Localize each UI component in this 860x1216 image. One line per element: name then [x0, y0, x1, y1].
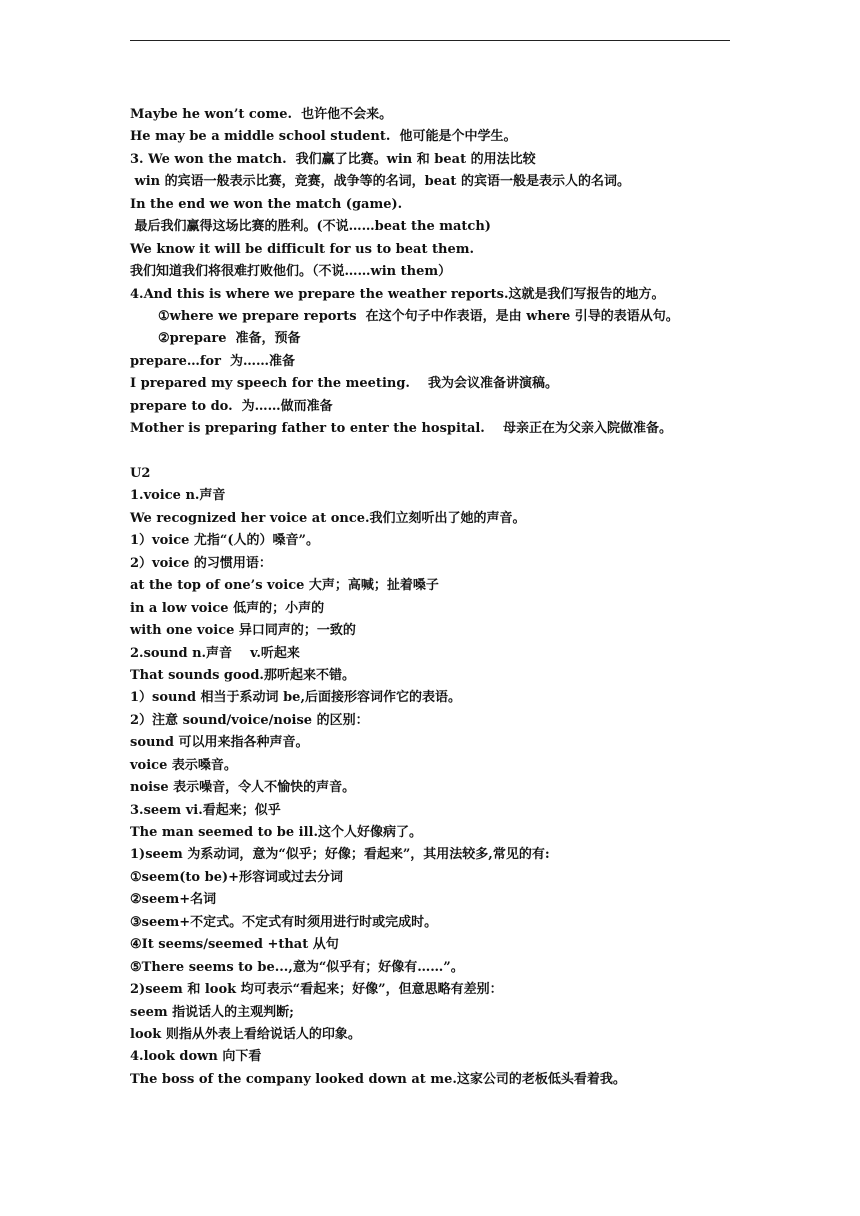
- text-line: ⑤There seems to be...,意为“似乎有；好像有……”。: [130, 959, 464, 975]
- text-line: 1)seem 为系动词，意为“似乎；好像；看起来”，其用法较多,常见的有:: [130, 847, 550, 863]
- section-heading: U2: [130, 466, 151, 481]
- text-line: ①where we prepare reports 在这个句子中作表语，是由 where 引导的表语从句。: [158, 308, 679, 324]
- text-line: voice 表示嗓音。: [130, 757, 237, 773]
- blank-line: [130, 441, 770, 463]
- text-line: That sounds good.那听起来不错。: [130, 667, 355, 683]
- text-line: sound 可以用来指各种声音。: [130, 735, 309, 751]
- text-line: seem 指说话人的主观判断;: [130, 1004, 294, 1020]
- text-line: with one voice 异口同声的；一致的: [130, 623, 356, 639]
- text-line: look 则指从外表上看给说话人的印象。: [130, 1026, 361, 1042]
- text-line: 1）voice 尤指“(人的）嗓音”。: [130, 533, 320, 549]
- text-line: in a low voice 低声的；小声的: [130, 600, 325, 616]
- text-line: prepare to do. 为……做而准备: [130, 398, 333, 414]
- text-line: He may be a middle school student. 他可能是个中学生。: [130, 129, 517, 145]
- text-line: noise 表示噪音，令人不愉快的声音。: [130, 780, 356, 796]
- text-line: prepare…for 为……准备: [130, 353, 296, 369]
- text-line: 2.sound n.声音 v.听起来: [130, 645, 300, 661]
- text-line: ④It seems/seemed +that 从句: [130, 937, 339, 953]
- text-line: The man seemed to be ill.这个人好像病了。: [130, 825, 423, 840]
- text-line: Maybe he won’t come. 也许他不会来。: [130, 107, 393, 122]
- text-line: ③seem+不定式。不定式有时须用进行时或完成时。: [130, 914, 438, 930]
- text-line: ②prepare 准备，预备: [158, 331, 301, 347]
- text-line: 4.And this is where we prepare the weather reports.这就是我们写报告的地方。: [130, 286, 665, 302]
- text-line: The boss of the company looked down at me.这家公司的老板低头看着我。: [130, 1071, 626, 1087]
- text-line: 1）sound 相当于系动词 be,后面接形容词作它的表语。: [130, 690, 461, 706]
- text-line: I prepared my speech for the meeting. 我为会议准备讲演稿。: [130, 376, 559, 392]
- text-line: at the top of one’s voice 大声；高喊；扯着嗓子: [130, 578, 439, 594]
- header-rule: [130, 40, 730, 41]
- text-line: 我们知道我们将很难打败他们。（不说……win them）: [130, 264, 452, 280]
- text-line: ②seem+名词: [130, 892, 217, 908]
- document-body: [130, 104, 770, 1091]
- text-line: 1.voice n.声音: [130, 488, 226, 504]
- text-line: 2）voice 的习惯用语：: [130, 555, 272, 571]
- text-line: win 的宾语一般表示比赛，竞赛，战争等的名词，beat 的宾语一般是表示人的名词。: [130, 174, 630, 190]
- text-line: We know it will be difficult for us to beat them.: [130, 241, 475, 257]
- text-line: 2)seem 和 look 均可表示“看起来；好像”，但意思略有差别：: [130, 982, 503, 998]
- text-line: ①seem(to be)+形容词或过去分词: [130, 869, 344, 885]
- text-line: In the end we won the match (game).: [130, 196, 403, 212]
- text-line: Mother is preparing father to enter the hospital. 母亲正在为父亲入院做准备。: [130, 421, 672, 437]
- text-line: 3. We won the match. 我们赢了比赛。win 和 beat 的用法比较: [130, 151, 536, 167]
- text-line: 2）注意 sound/voice/noise 的区别：: [130, 712, 369, 728]
- text-line: 最后我们赢得这场比赛的胜利。(不说……beat the match): [130, 219, 491, 235]
- text-line: 3.seem vi.看起来；似乎: [130, 802, 281, 818]
- text-line: 4.look down 向下看: [130, 1049, 262, 1065]
- text-line: We recognized her voice at once.我们立刻听出了她的声音。: [130, 510, 526, 526]
